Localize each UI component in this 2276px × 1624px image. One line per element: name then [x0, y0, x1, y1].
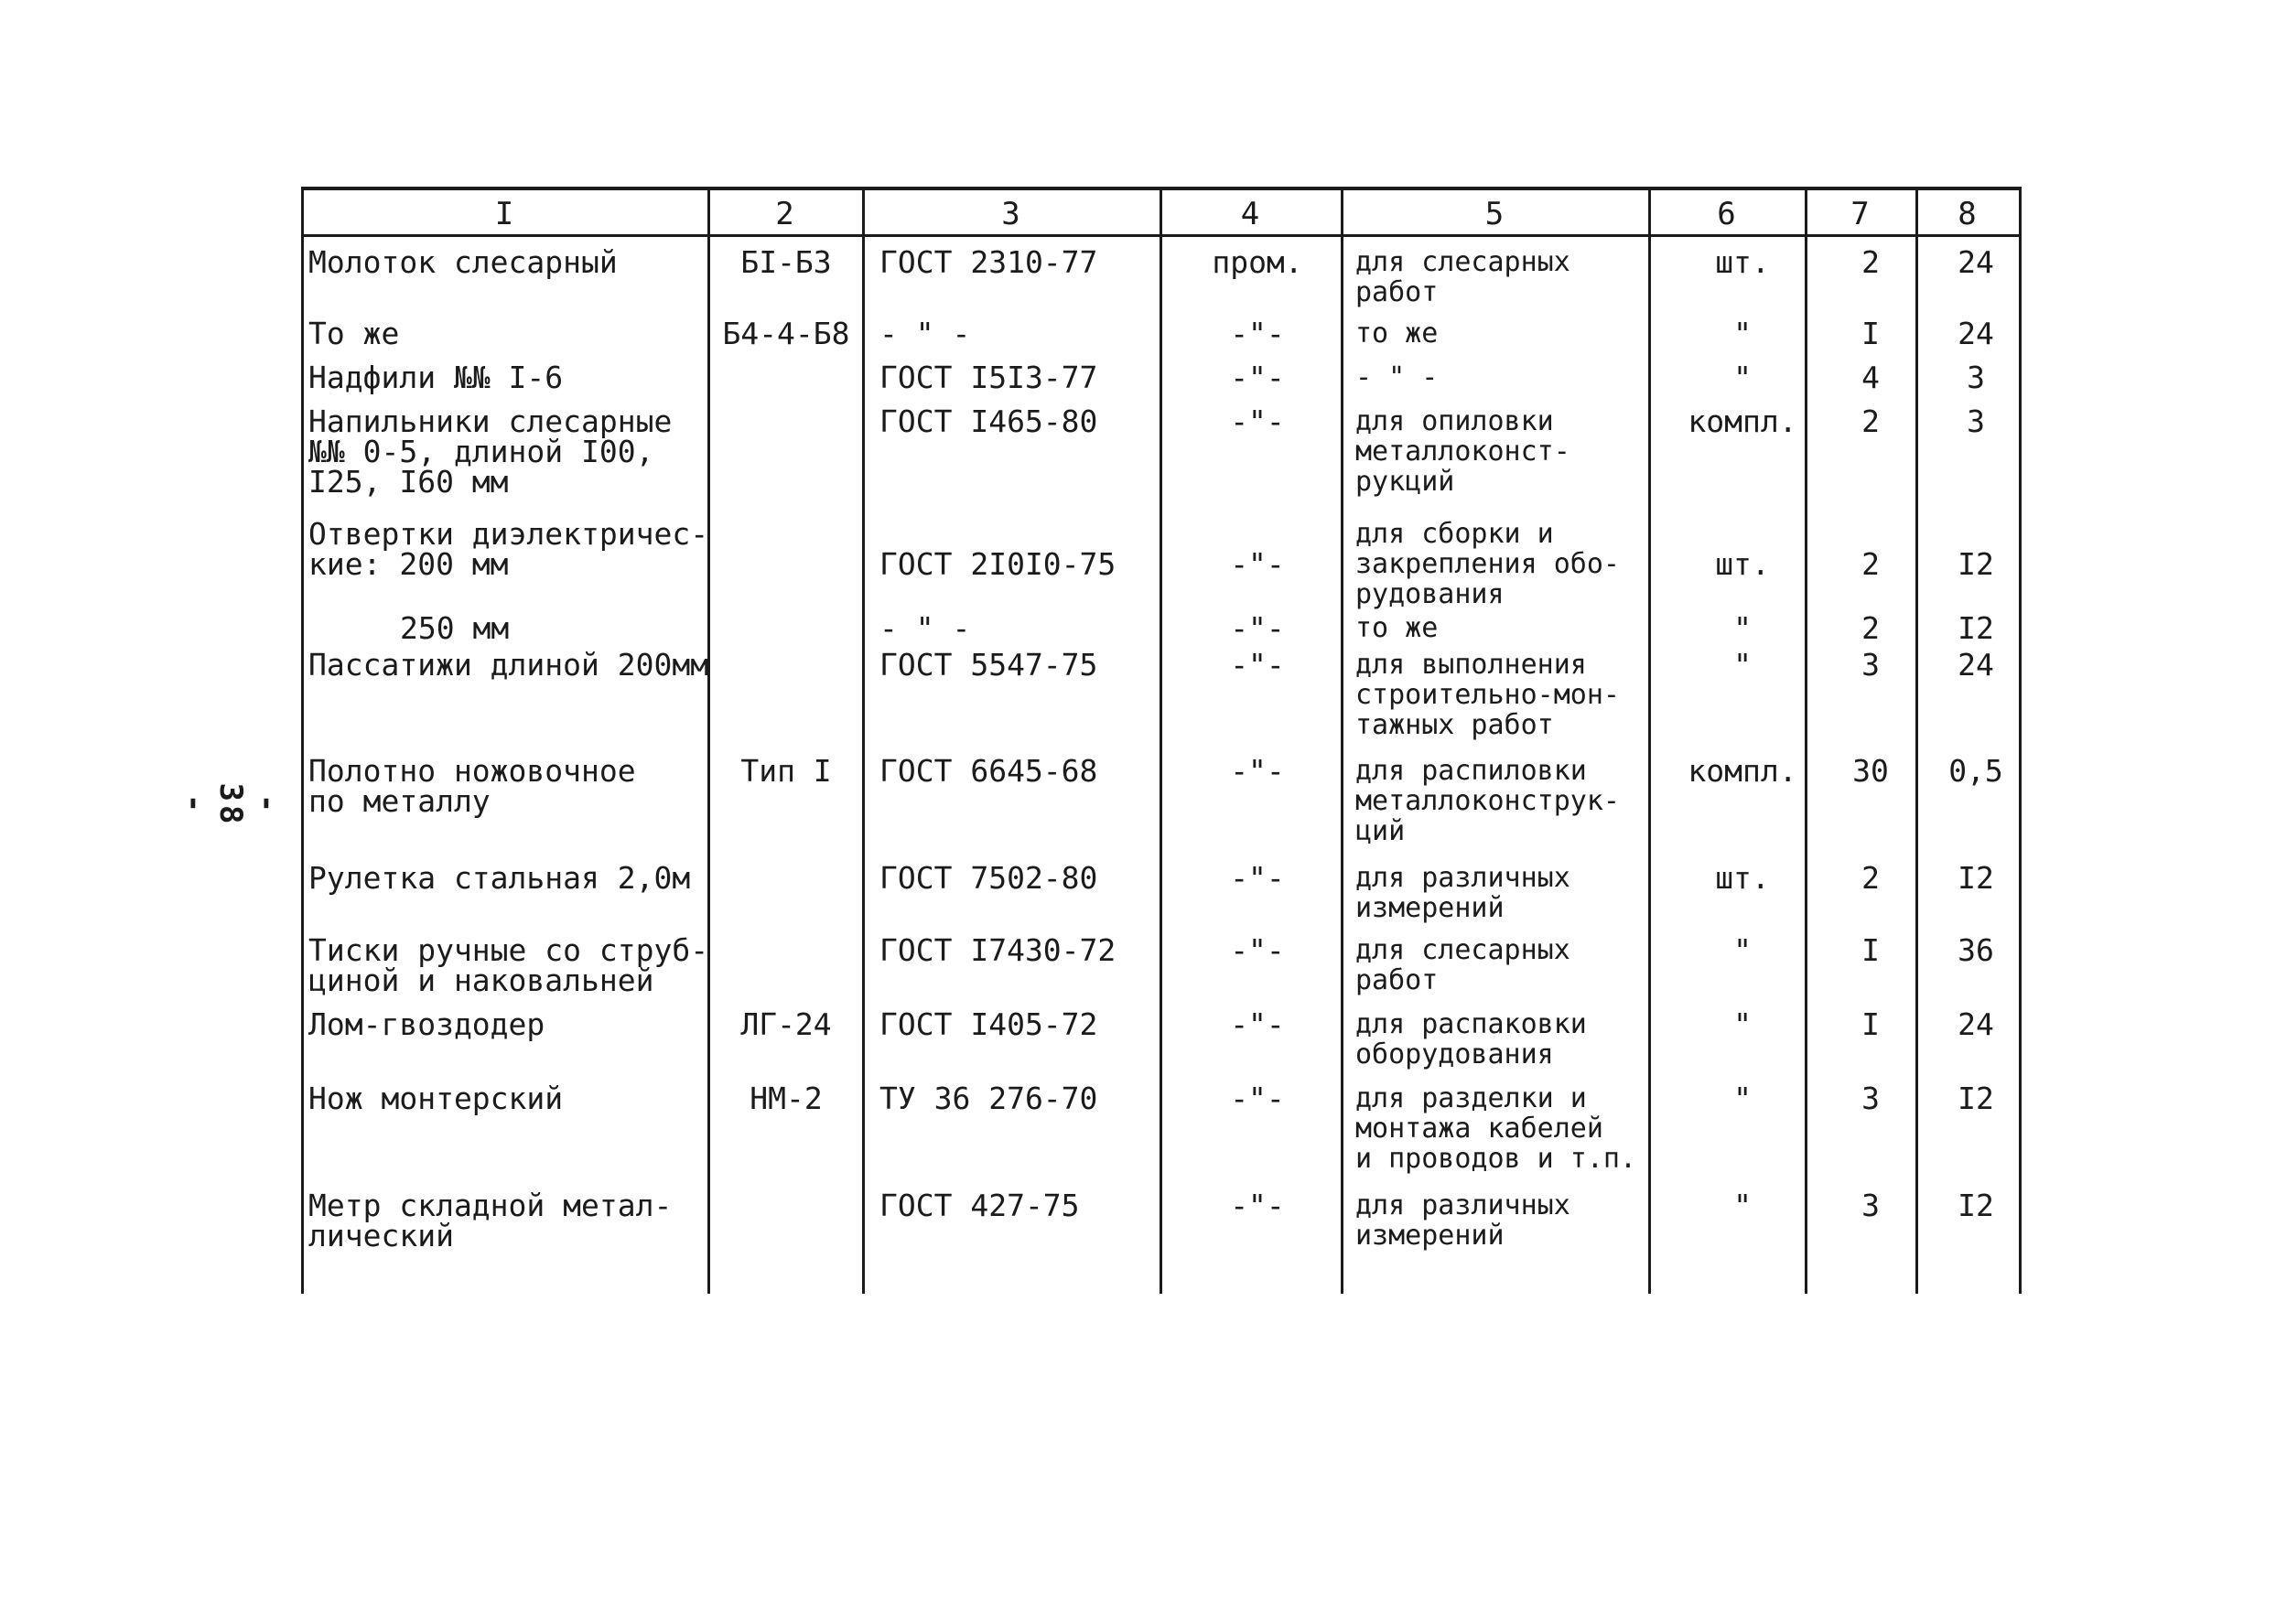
column-divider [1160, 187, 1162, 1294]
tool-standard: ГОСТ I465-80 [879, 403, 1098, 439]
tool-standard: ГОСТ 2I0I0-75 [879, 546, 1116, 582]
tool-purpose: для распиловки металлоконструк- ций [1355, 755, 1620, 847]
tool-name: Нож монтерский [308, 1081, 564, 1116]
tool-purpose: то же [1355, 612, 1439, 644]
tool-standard: ГОСТ 5547-75 [879, 647, 1098, 683]
tool-term: 24 [1958, 1006, 1994, 1042]
tool-unit: " [1733, 647, 1752, 683]
tool-quantity: I [1861, 316, 1880, 351]
tool-quantity: 3 [1861, 1081, 1880, 1116]
tool-name: Напильники слесарные №№ 0-5, длиной I00, I25, I60 мм [308, 403, 673, 500]
tool-mark: -"- [1230, 1006, 1285, 1042]
tool-name: Тиски ручные со струб- циной и наковальней [308, 932, 709, 998]
tool-mark: -"- [1230, 316, 1285, 351]
tool-unit: компл. [1688, 403, 1797, 439]
tool-quantity: 2 [1861, 546, 1880, 582]
tool-name: 250 мм [400, 610, 510, 646]
header-col-8: 8 [1958, 196, 1977, 232]
header-col-3: 3 [1001, 196, 1020, 232]
tool-name: Надфили №№ I-6 [308, 360, 564, 395]
tool-standard: ТУ 36 276-70 [879, 1081, 1098, 1116]
tool-standard: - " - [879, 316, 971, 351]
tool-term: I2 [1958, 610, 1994, 646]
tool-purpose: для сборки и закрепления обо- рудования [1355, 518, 1620, 610]
tool-purpose: для опиловки металлоконст- рукций [1355, 405, 1570, 498]
tool-standard: ГОСТ 7502-80 [879, 860, 1098, 896]
tool-term: 3 [1967, 360, 1985, 395]
tool-term: 3 [1967, 403, 1985, 439]
tool-type: Тип I [740, 753, 832, 789]
column-divider [1915, 187, 1918, 1294]
tool-term: 24 [1958, 647, 1994, 683]
tool-term: I2 [1958, 1188, 1994, 1223]
tool-purpose: для слесарных работ [1355, 246, 1570, 308]
tool-standard: ГОСТ 6645-68 [879, 753, 1098, 789]
tool-unit: " [1733, 316, 1752, 351]
tool-mark: -"- [1230, 1081, 1285, 1116]
tool-standard: ГОСТ 2310-77 [879, 244, 1098, 280]
tool-type: Б4-4-Б8 [722, 316, 850, 351]
tool-quantity: 3 [1861, 1188, 1880, 1223]
column-divider [1805, 187, 1807, 1294]
tool-quantity: 3 [1861, 647, 1880, 683]
tool-name: Отвертки диэлектричес- кие: 200 мм [308, 516, 709, 582]
tool-purpose: - " - [1355, 361, 1439, 393]
tool-standard: - " - [879, 610, 971, 646]
header-col-1: I [494, 196, 514, 232]
tool-unit: шт. [1715, 860, 1770, 896]
tool-name: Полотно ножовочное по металлу [308, 753, 636, 819]
tool-standard: ГОСТ I5I3-77 [879, 360, 1098, 395]
tool-unit: шт. [1715, 244, 1770, 280]
tool-term: I2 [1958, 860, 1994, 896]
tool-name: Молоток слесарный [308, 244, 618, 280]
tool-purpose: для разделки и монтажа кабелей и проводов и т.п. [1355, 1082, 1637, 1175]
tool-type: НМ-2 [750, 1081, 823, 1116]
tool-name: Метр складной метал- лический [308, 1188, 673, 1253]
tool-quantity: I [1861, 1006, 1880, 1042]
tool-mark: -"- [1230, 647, 1285, 683]
tool-standard: ГОСТ I405-72 [879, 1006, 1098, 1042]
tool-term: I2 [1958, 1081, 1994, 1116]
header-col-4: 4 [1240, 196, 1260, 232]
tool-term: 0,5 [1948, 753, 2003, 789]
tool-term: 24 [1958, 316, 1994, 351]
header-col-6: 6 [1717, 196, 1736, 232]
tool-mark: пром. [1212, 244, 1303, 280]
tool-unit: " [1733, 360, 1752, 395]
tool-purpose: для различных измерений [1355, 1189, 1570, 1252]
tool-mark: -"- [1230, 932, 1285, 968]
tool-term: 36 [1958, 932, 1994, 968]
tool-name: Пассатижи длиной 200мм [308, 647, 709, 683]
page-number: - 38 - [176, 782, 286, 828]
tool-unit: шт. [1715, 546, 1770, 582]
tool-name: Рулетка стальная 2,0м [308, 860, 691, 896]
tool-mark: -"- [1230, 360, 1285, 395]
header-col-7: 7 [1850, 196, 1870, 232]
tool-name: Лом-гвоздодер [308, 1006, 545, 1042]
tool-unit: " [1733, 1081, 1752, 1116]
column-divider [301, 187, 304, 1294]
tool-term: 24 [1958, 244, 1994, 280]
tool-standard: ГОСТ I7430-72 [879, 932, 1116, 968]
tool-mark: -"- [1230, 610, 1285, 646]
tool-mark: -"- [1230, 860, 1285, 896]
tool-term: I2 [1958, 546, 1994, 582]
tool-unit: " [1733, 1006, 1752, 1042]
column-divider [1341, 187, 1343, 1294]
tool-quantity: 2 [1861, 860, 1880, 896]
tool-name: То же [308, 316, 400, 351]
tool-type: БI-Б3 [740, 244, 832, 280]
header-col-5: 5 [1484, 196, 1505, 232]
tool-mark: -"- [1230, 403, 1285, 439]
tool-quantity: 2 [1861, 403, 1880, 439]
header-col-2: 2 [775, 196, 794, 232]
tool-quantity: 2 [1861, 244, 1880, 280]
tool-quantity: 30 [1852, 753, 1889, 789]
column-divider [2019, 187, 2022, 1294]
tool-purpose: для распаковки оборудования [1355, 1008, 1587, 1070]
tool-standard: ГОСТ 427-75 [879, 1188, 1080, 1223]
column-divider [862, 187, 865, 1294]
tool-mark: -"- [1230, 753, 1285, 789]
column-divider [707, 187, 710, 1294]
tool-purpose: для слесарных работ [1355, 934, 1570, 996]
tool-unit: " [1733, 1188, 1752, 1223]
tools-table [301, 187, 2022, 1294]
tool-type: ЛГ-24 [740, 1006, 832, 1042]
tool-unit: " [1733, 932, 1752, 968]
tool-purpose: то же [1355, 317, 1439, 350]
tool-purpose: для выполнения строительно-мон- тажных работ [1355, 649, 1620, 741]
tool-mark: -"- [1230, 546, 1285, 582]
tool-quantity: 4 [1861, 360, 1880, 395]
tool-quantity: I [1861, 932, 1880, 968]
tool-purpose: для различных измерений [1355, 862, 1570, 924]
tool-mark: -"- [1230, 1188, 1285, 1223]
tool-unit: компл. [1688, 753, 1797, 789]
tool-quantity: 2 [1861, 610, 1880, 646]
tool-unit: " [1733, 610, 1752, 646]
